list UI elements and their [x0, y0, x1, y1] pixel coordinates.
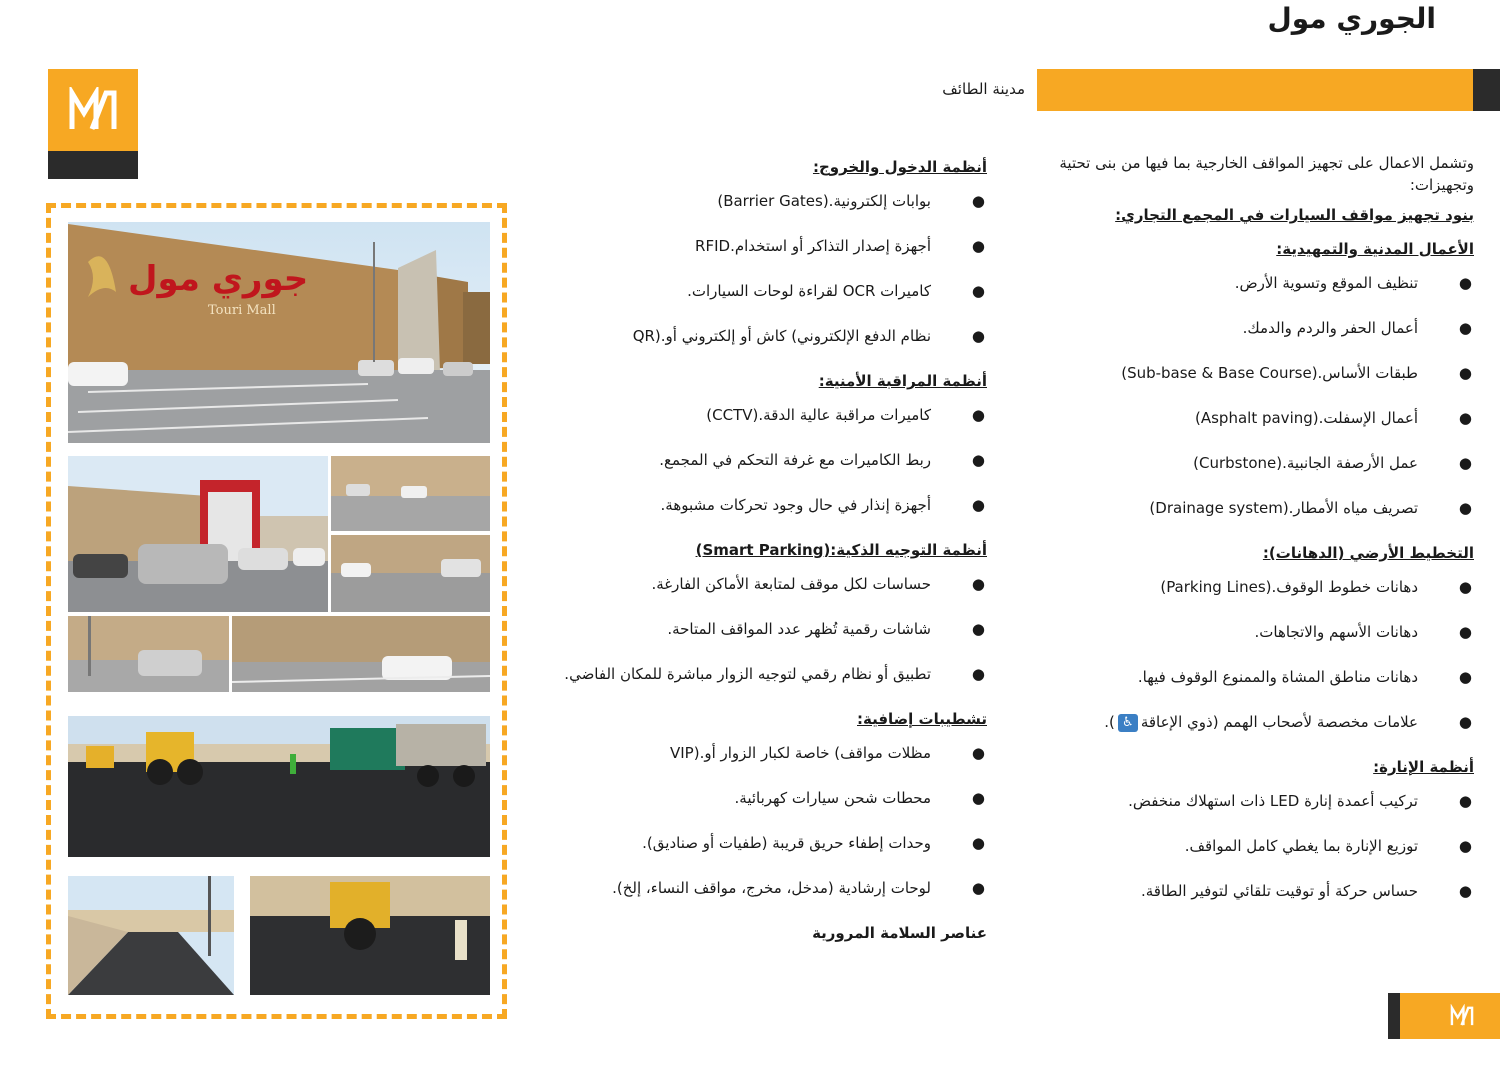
list-item: ● تصريف مياه الأمطار.(Drainage system) [1149, 499, 1472, 517]
bullet-icon: ● [1458, 319, 1472, 337]
city-label: مدينة الطائف [942, 80, 1025, 98]
bullet-icon: ● [971, 575, 985, 593]
bullet-icon: ● [1458, 578, 1472, 596]
bullet-icon: ● [971, 192, 985, 210]
bullet-icon: ● [1458, 274, 1472, 292]
parking-lot-photo [68, 456, 328, 612]
asphalt-works-photo [250, 876, 490, 995]
list-item: ● طبقات الأساس.(Sub-base & Base Course) [1121, 364, 1472, 382]
brand-logo [48, 69, 138, 179]
section-heading: أنظمة الإنارة: [1373, 758, 1474, 776]
parking-lot-photo [331, 456, 490, 531]
right-column [1014, 152, 1474, 925]
bullet-icon: ● [971, 327, 985, 345]
bullet-icon: ● [971, 665, 985, 683]
bullet-icon: ● [1458, 837, 1472, 855]
bullet-icon: ● [971, 879, 985, 897]
section-heading: تشطيبات إضافية: [857, 710, 987, 728]
logo-mark-icon [1450, 1004, 1474, 1028]
bullet-icon: ● [1458, 882, 1472, 900]
list-item: ● تنظيف الموقع وتسوية الأرض. [1234, 274, 1472, 292]
bullet-icon: ● [1458, 364, 1472, 382]
list-item: ● دهانات مناطق المشاة والممنوع الوقوف فيها. [1137, 668, 1472, 686]
list-item: ● مظلات مواقف) خاصة لكبار الزوار أو.(VIP [669, 744, 985, 762]
bullet-icon: ● [1458, 713, 1472, 731]
list-item: ● شاشات رقمية تُظهر عدد المواقف المتاحة. [667, 620, 985, 638]
parking-lot-photo [331, 535, 490, 612]
list-item: ● علامات مخصصة لأصحاب الهمم (ذوي الإعاقة♿). [1104, 713, 1472, 731]
page-title: الجوري مول [1267, 2, 1436, 35]
middle-column [517, 152, 987, 956]
bullet-icon: ● [1458, 499, 1472, 517]
parking-lot-photo [68, 616, 229, 692]
section-heading: الأعمال المدنية والتمهيدية: [1276, 240, 1474, 258]
list-item: ● ربط الكاميرات مع غرفة التحكم في المجمع. [659, 451, 985, 469]
mall-sign-latin: Touri Mall [208, 303, 276, 318]
list-item: ● كاميرات مراقبة عالية الدقة.(CCTV) [706, 406, 985, 424]
list-item: ● محطات شحن سيارات كهربائية. [734, 789, 985, 807]
bullet-icon: ● [971, 237, 985, 255]
list-item: ● عمل الأرصفة الجانبية.(Curbstone) [1193, 454, 1472, 472]
bullet-icon: ● [971, 496, 985, 514]
mall-facade-photo [68, 222, 490, 443]
bullet-icon: ● [971, 834, 985, 852]
bullet-icon: ● [971, 406, 985, 424]
list-item: ● دهانات خطوط الوقوف.(Parking Lines) [1160, 578, 1472, 596]
section-heading: أنظمة المراقبة الأمنية: [818, 372, 987, 390]
list-item: ● أعمال الإسفلت.(Asphalt paving) [1195, 409, 1472, 427]
list-item: ● أجهزة إنذار في حال وجود تحركات مشبوهة. [660, 496, 985, 514]
bullet-icon: ● [971, 620, 985, 638]
list-item: ● أعمال الحفر والردم والدمك. [1242, 319, 1472, 337]
bullet-icon: ● [1458, 409, 1472, 427]
bullet-icon: ● [1458, 454, 1472, 472]
title-bar [1037, 69, 1500, 111]
logo-mark-icon [68, 87, 118, 133]
section-heading: أنظمة التوجيه الذكية:(Smart Parking) [695, 541, 987, 559]
mall-sign-text: جوري مول [128, 259, 309, 299]
bullet-icon: ● [971, 744, 985, 762]
section-heading: أنظمة الدخول والخروج: [812, 158, 987, 176]
bullet-icon: ● [1458, 792, 1472, 810]
bullet-icon: ● [971, 789, 985, 807]
list-item: ● نظام الدفع الإلكتروني) كاش أو إلكتروني أو.(QR [632, 327, 985, 345]
list-item: ● تركيب أعمدة إنارة LED ذات استهلاك منخفض. [1128, 792, 1472, 810]
list-item: ● حساس حركة أو توقيت تلقائي لتوفير الطاقة. [1140, 882, 1472, 900]
wheelchair-icon: ♿ [1118, 714, 1138, 732]
list-item: ● لوحات إرشادية (مدخل، مخرج، مواقف النساء، إلخ). [612, 879, 985, 897]
list-item: ● توزيع الإنارة بما يغطي كامل المواقف. [1184, 837, 1472, 855]
list-item: ● كاميرات OCR لقراءة لوحات السيارات. [687, 282, 985, 300]
bullet-icon: ● [971, 451, 985, 469]
list-item: ● وحدات إطفاء حريق قريبة (طفيات أو صناديق). [642, 834, 985, 852]
bullet-icon: ● [971, 282, 985, 300]
list-item: ● بوابات إلكترونية.(Barrier Gates) [717, 192, 985, 210]
parking-lot-photo [232, 616, 490, 692]
section-heading: عناصر السلامة المرورية [812, 924, 987, 942]
asphalt-works-photo [68, 876, 234, 995]
bullet-icon: ● [1458, 668, 1472, 686]
footer-logo [1388, 993, 1500, 1039]
section-heading: بنود تجهيز مواقف السيارات في المجمع التجاري: [1115, 206, 1474, 224]
list-item: ● حساسات لكل موقف لمتابعة الأماكن الفارغة. [651, 575, 985, 593]
section-heading: التخطيط الأرضي (الدهانات): [1262, 544, 1474, 562]
bullet-icon: ● [1458, 623, 1472, 641]
list-item: ● أجهزة إصدار التذاكر أو استخدام.RFID [695, 237, 985, 255]
list-item: ● تطبيق أو نظام رقمي لتوجيه الزوار مباشرة للمكان الفاضي. [564, 665, 985, 683]
intro-paragraph: وتشمل الاعمال على تجهيز المواقف الخارجية بما فيها من بنى تحتية وتجهيزات: [1059, 154, 1474, 194]
list-item: ● دهانات الأسهم والاتجاهات. [1254, 623, 1472, 641]
asphalt-works-photo [68, 716, 490, 857]
